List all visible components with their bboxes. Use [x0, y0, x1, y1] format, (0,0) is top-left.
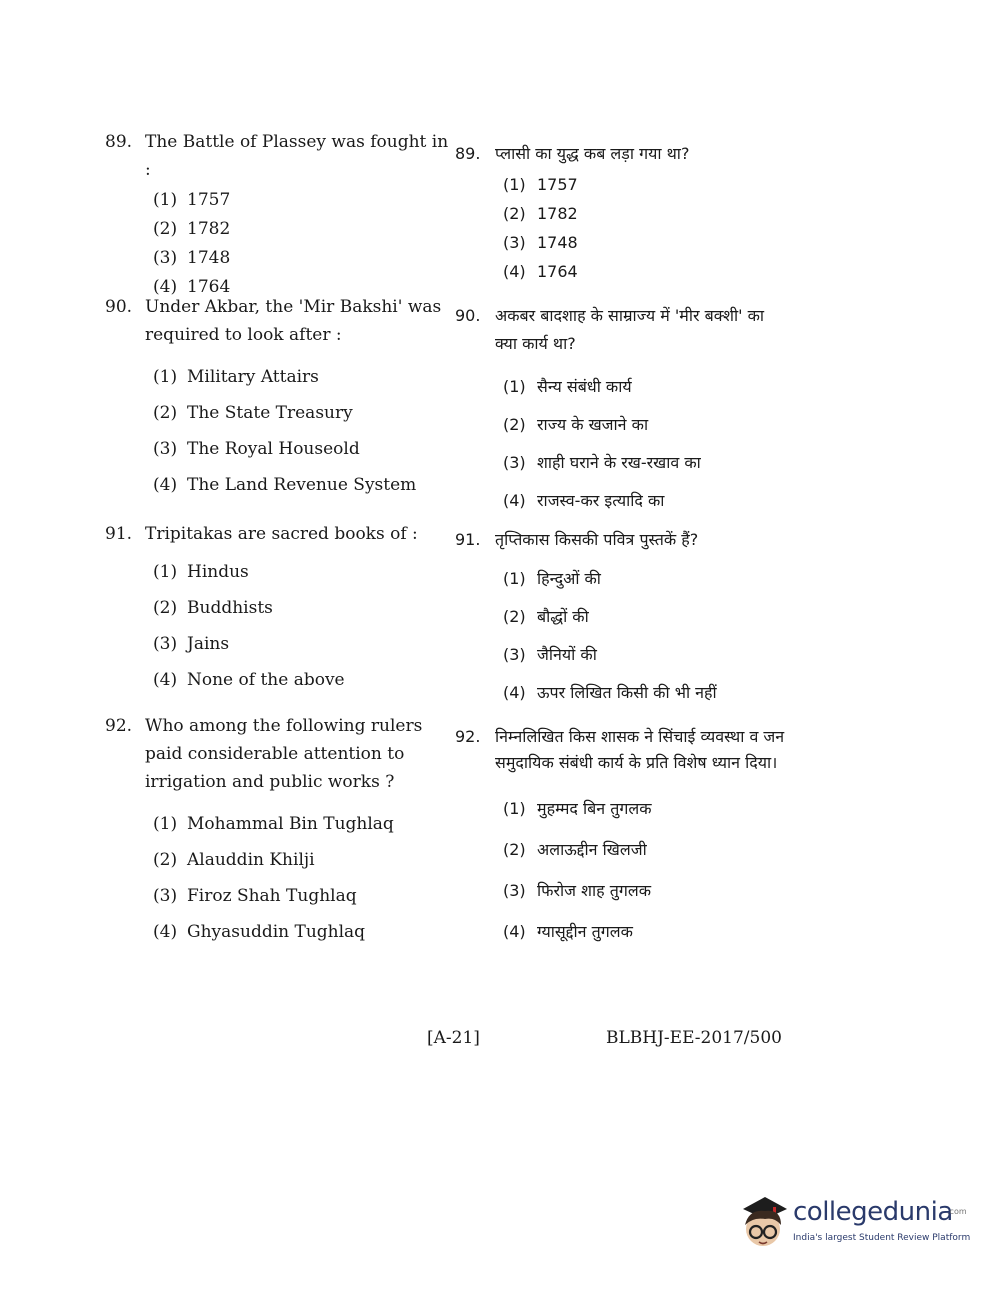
- question-90-en: [105, 293, 450, 503]
- question-text: The Battle of Plassey was fought in :: [145, 132, 449, 180]
- logo-tagline: India's largest Student Review Platform: [793, 1233, 971, 1243]
- question-92-hi: [455, 724, 790, 952]
- option: (3) 1748: [503, 233, 578, 252]
- page-number: [A-21]: [427, 1028, 480, 1048]
- option: (1) Military Attairs: [153, 367, 319, 387]
- option: (3) फिरोज शाह तुगलक: [503, 881, 651, 900]
- option: (1) सैन्य संबंधी कार्य: [503, 377, 632, 396]
- option: (3) Firoz Shah Tughlaq: [153, 886, 357, 906]
- option: (1) Hindus: [153, 562, 249, 582]
- question-text: प्लासी का युद्ध कब लड़ा गया था?: [495, 144, 690, 163]
- logo-suffix: .com: [947, 1207, 967, 1216]
- question-89-hi: [455, 140, 790, 286]
- question-number: 89.: [105, 132, 133, 152]
- question-number: 90.: [455, 306, 481, 325]
- logo-wordmark: collegedunia: [793, 1197, 953, 1227]
- option: (1) 1757: [503, 175, 578, 194]
- question-92-en: [105, 712, 450, 950]
- question-91-hi: [455, 526, 790, 712]
- option: (2) 1782: [153, 219, 231, 239]
- question-number: 91.: [455, 530, 481, 549]
- question-text: निम्नलिखित किस शासक ने सिंचाई व्यवस्था व जन समुदायिक संबंधी कार्य के प्रति विशेष ध्यान दिया।: [495, 727, 785, 772]
- option: (1) हिन्दुओं की: [503, 569, 601, 588]
- question-number: 90.: [105, 297, 133, 317]
- option: (1) Mohammal Bin Tughlaq: [153, 814, 394, 834]
- question-89-en: [105, 128, 450, 302]
- question-text: Under Akbar, the 'Mir Bakshi' was required to look after :: [145, 297, 442, 345]
- option: (2) The State Treasury: [153, 403, 353, 423]
- option: (1) 1757: [153, 190, 231, 210]
- question-90-hi: [455, 302, 790, 520]
- question-text: तृप्तिकास किसकी पवित्र पुस्तकें हैं?: [495, 530, 699, 549]
- question-number: 91.: [105, 524, 133, 544]
- paper-code: BLBHJ-EE-2017/500: [606, 1028, 782, 1048]
- option: (3) The Royal Houseold: [153, 439, 360, 459]
- collegedunia-logo: [735, 1195, 971, 1265]
- option: (4) None of the above: [153, 670, 345, 690]
- question-text: Tripitakas are sacred books of :: [145, 524, 418, 544]
- question-text: अकबर बादशाह के साम्राज्य में 'मीर बक्शी' का क्या कार्य था?: [495, 306, 765, 353]
- option: (3) 1748: [153, 248, 231, 268]
- option: (4) Ghyasuddin Tughlaq: [153, 922, 366, 942]
- option: (2) राज्य के खजाने का: [503, 415, 649, 434]
- option: (2) अलाऊद्दीन खिलजी: [503, 840, 647, 859]
- question-91-en: [105, 520, 450, 698]
- option: (4) ऊपर लिखित किसी की भी नहीं: [503, 683, 717, 702]
- option: (3) जैनियों की: [503, 645, 597, 664]
- option: (4) 1764: [503, 262, 578, 281]
- option: (4) राजस्व-कर इत्यादि का: [503, 491, 665, 510]
- option: (3) शाही घराने के रख-रखाव का: [503, 453, 701, 472]
- option: (2) Alauddin Khilji: [153, 850, 315, 870]
- option: (4) The Land Revenue System: [153, 475, 417, 495]
- option: (2) 1782: [503, 204, 578, 223]
- question-text: Who among the following rulers paid considerable attention to irrigation and public works ?: [145, 716, 423, 792]
- option: (2) बौद्धों की: [503, 607, 589, 626]
- option: (4) ग्यासूद्दीन तुगलक: [503, 922, 633, 941]
- question-number: 92.: [455, 727, 481, 746]
- question-number: 92.: [105, 716, 133, 736]
- mascot-icon: [735, 1195, 791, 1255]
- option: (3) Jains: [153, 634, 230, 654]
- question-number: 89.: [455, 144, 481, 163]
- option: (1) मुहम्मद बिन तुगलक: [503, 799, 652, 818]
- option: (2) Buddhists: [153, 598, 273, 618]
- option: (4) 1764: [153, 277, 231, 297]
